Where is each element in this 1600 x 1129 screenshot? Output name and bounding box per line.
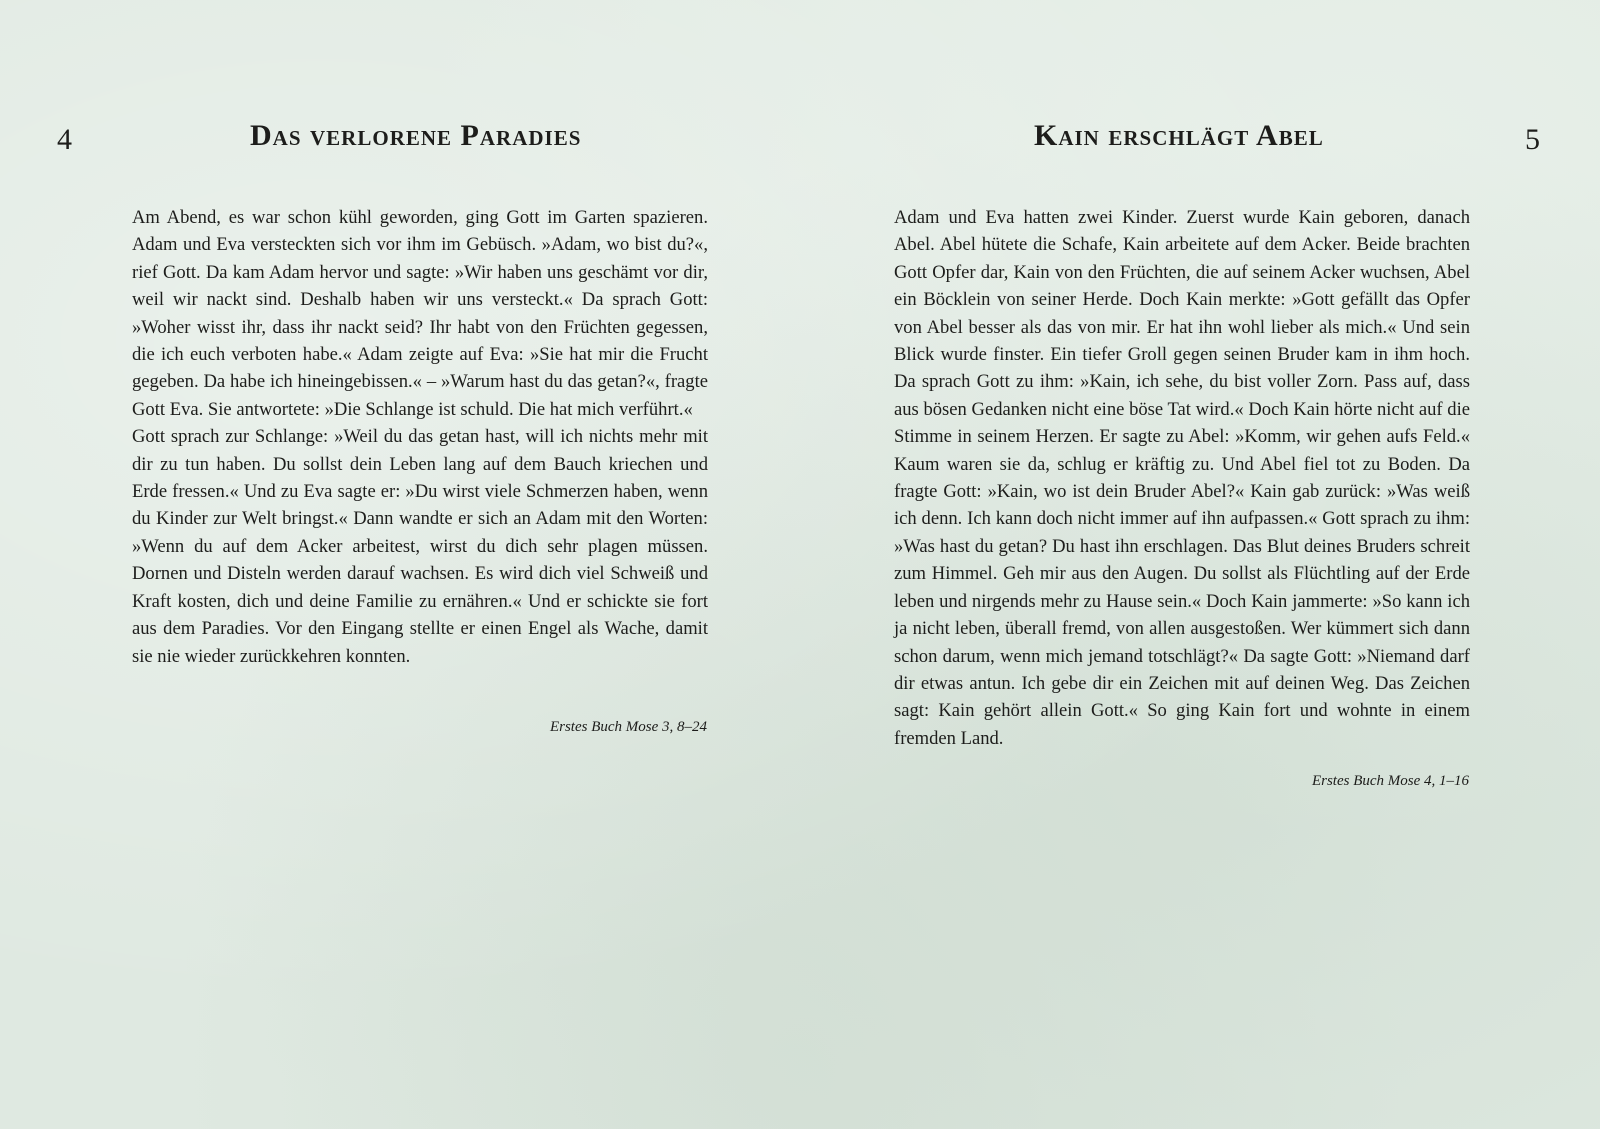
right-page-body xyxy=(894,204,1470,752)
right-bible-reference: Erstes Buch Mose 4, 1–16 xyxy=(1311,773,1469,789)
left-paragraph-2: Gott sprach zur Schlange: »Weil du das getan hast, will ich nichts mehr mit dir zu tun haben. Du sollst dein Leben lang auf dem Bauch kriechen und Erde fressen.« Und zu Eva sagte er: »Du wirst viele Schmerzen haben, wenn du Kinder zur Welt bringst.« Dann wandte er sich an Adam mit den Worten: »Wenn du auf dem Acker arbeitest, wirst du dich sehr plagen müssen. Dornen und Disteln werden darauf wachsen. Es wird dich viel Schweiß und Kraft kosten, dich und deine Familie zu ernähren.« Und er schickte sie fort aus dem Paradies. Vor den Eingang stellte er einen Engel als Wache, damit sie nie wieder zurückkehren konnten. xyxy=(132,426,708,667)
right-page-title: Kain erschlägt Abel xyxy=(1034,119,1324,152)
left-page-title: Das verlorene Paradies xyxy=(250,119,582,152)
left-bible-reference: Erstes Buch Mose 3, 8–24 xyxy=(549,719,707,735)
right-paragraph-1: Adam und Eva hatten zwei Kinder. Zuerst wurde Kain geboren, danach Abel. Abel hütete die Schafe, Kain arbeitete auf dem Acker. Beide brachten Gott Opfer dar, Kain von den Früchten, die auf seinem Acker wuchsen, Abel ein Böcklein von seiner Herde. Doch Kain merkte: »Gott gefällt das Opfer von Abel besser als das von mir. Er hat ihn wohl lieber als mich.« Und sein Blick wurde finster. Ein tiefer Groll gegen seinen Bruder kam in ihm hoch. Da sprach Gott zu ihm: »Kain, ich sehe, du bist voller Zorn. Pass auf, dass aus bösen Gedanken nicht eine böse Tat wird.« Doch Kain hörte nicht auf die Stimme in seinem Herzen. Er sagte zu Abel: »Komm, wir gehen aufs Feld.« Kaum waren sie da, schlug er kräftig zu. Und Abel fiel tot zu Boden. Da fragte Gott: »Kain, wo ist dein Bruder Abel?« Kain gab zurück: »Was weiß ich denn. Ich kann doch nicht immer auf ihn aufpassen.« Gott sprach zu ihm: »Was hast du getan? Du hast ihn erschlagen. Das Blut deines Bruders schreit zum Himmel. Geh mir aus den Augen. Du sollst als Flüchtling auf der Erde leben und nirgends mehr zu Hause sein.« Doch Kain jammerte: »So kann ich ja nicht leben, überall fremd, von allen ausgestoßen. Wer kümmert sich dann schon darum, wenn mich jemand totschlägt?« Da sagte Gott: »Niemand darf dir etwas antun. Ich gebe dir ein Zeichen mit auf deinen Weg. Das Zeichen sagt: Kain gehört allein Gott.« So ging Kain fort und wohnte in einem fremden Land. xyxy=(894,207,1470,749)
left-page-body xyxy=(132,204,708,670)
left-page-number: 4 xyxy=(57,123,72,156)
left-paragraph-1: Am Abend, es war schon kühl geworden, ging Gott im Garten spazieren. Adam und Eva versteckten sich vor ihm im Gebüsch. »Adam, wo bist du?«, rief Gott. Da kam Adam hervor und sagte: »Wir haben uns geschämt vor dir, weil wir nackt sind. Deshalb haben wir uns versteckt.« Da sprach Gott: »Woher wisst ihr, dass ihr nackt seid? Ihr habt von den Früchten gegessen, die ich euch verboten habe.« Adam zeigte auf Eva: »Sie hat mir die Frucht gegeben. Da habe ich hineingebissen.« – »Warum hast du das getan?«, fragte Gott Eva. Sie antwortete: »Die Schlange ist schuld. Die hat mich verführt.« xyxy=(132,207,708,420)
right-page-number: 5 xyxy=(1525,123,1540,156)
